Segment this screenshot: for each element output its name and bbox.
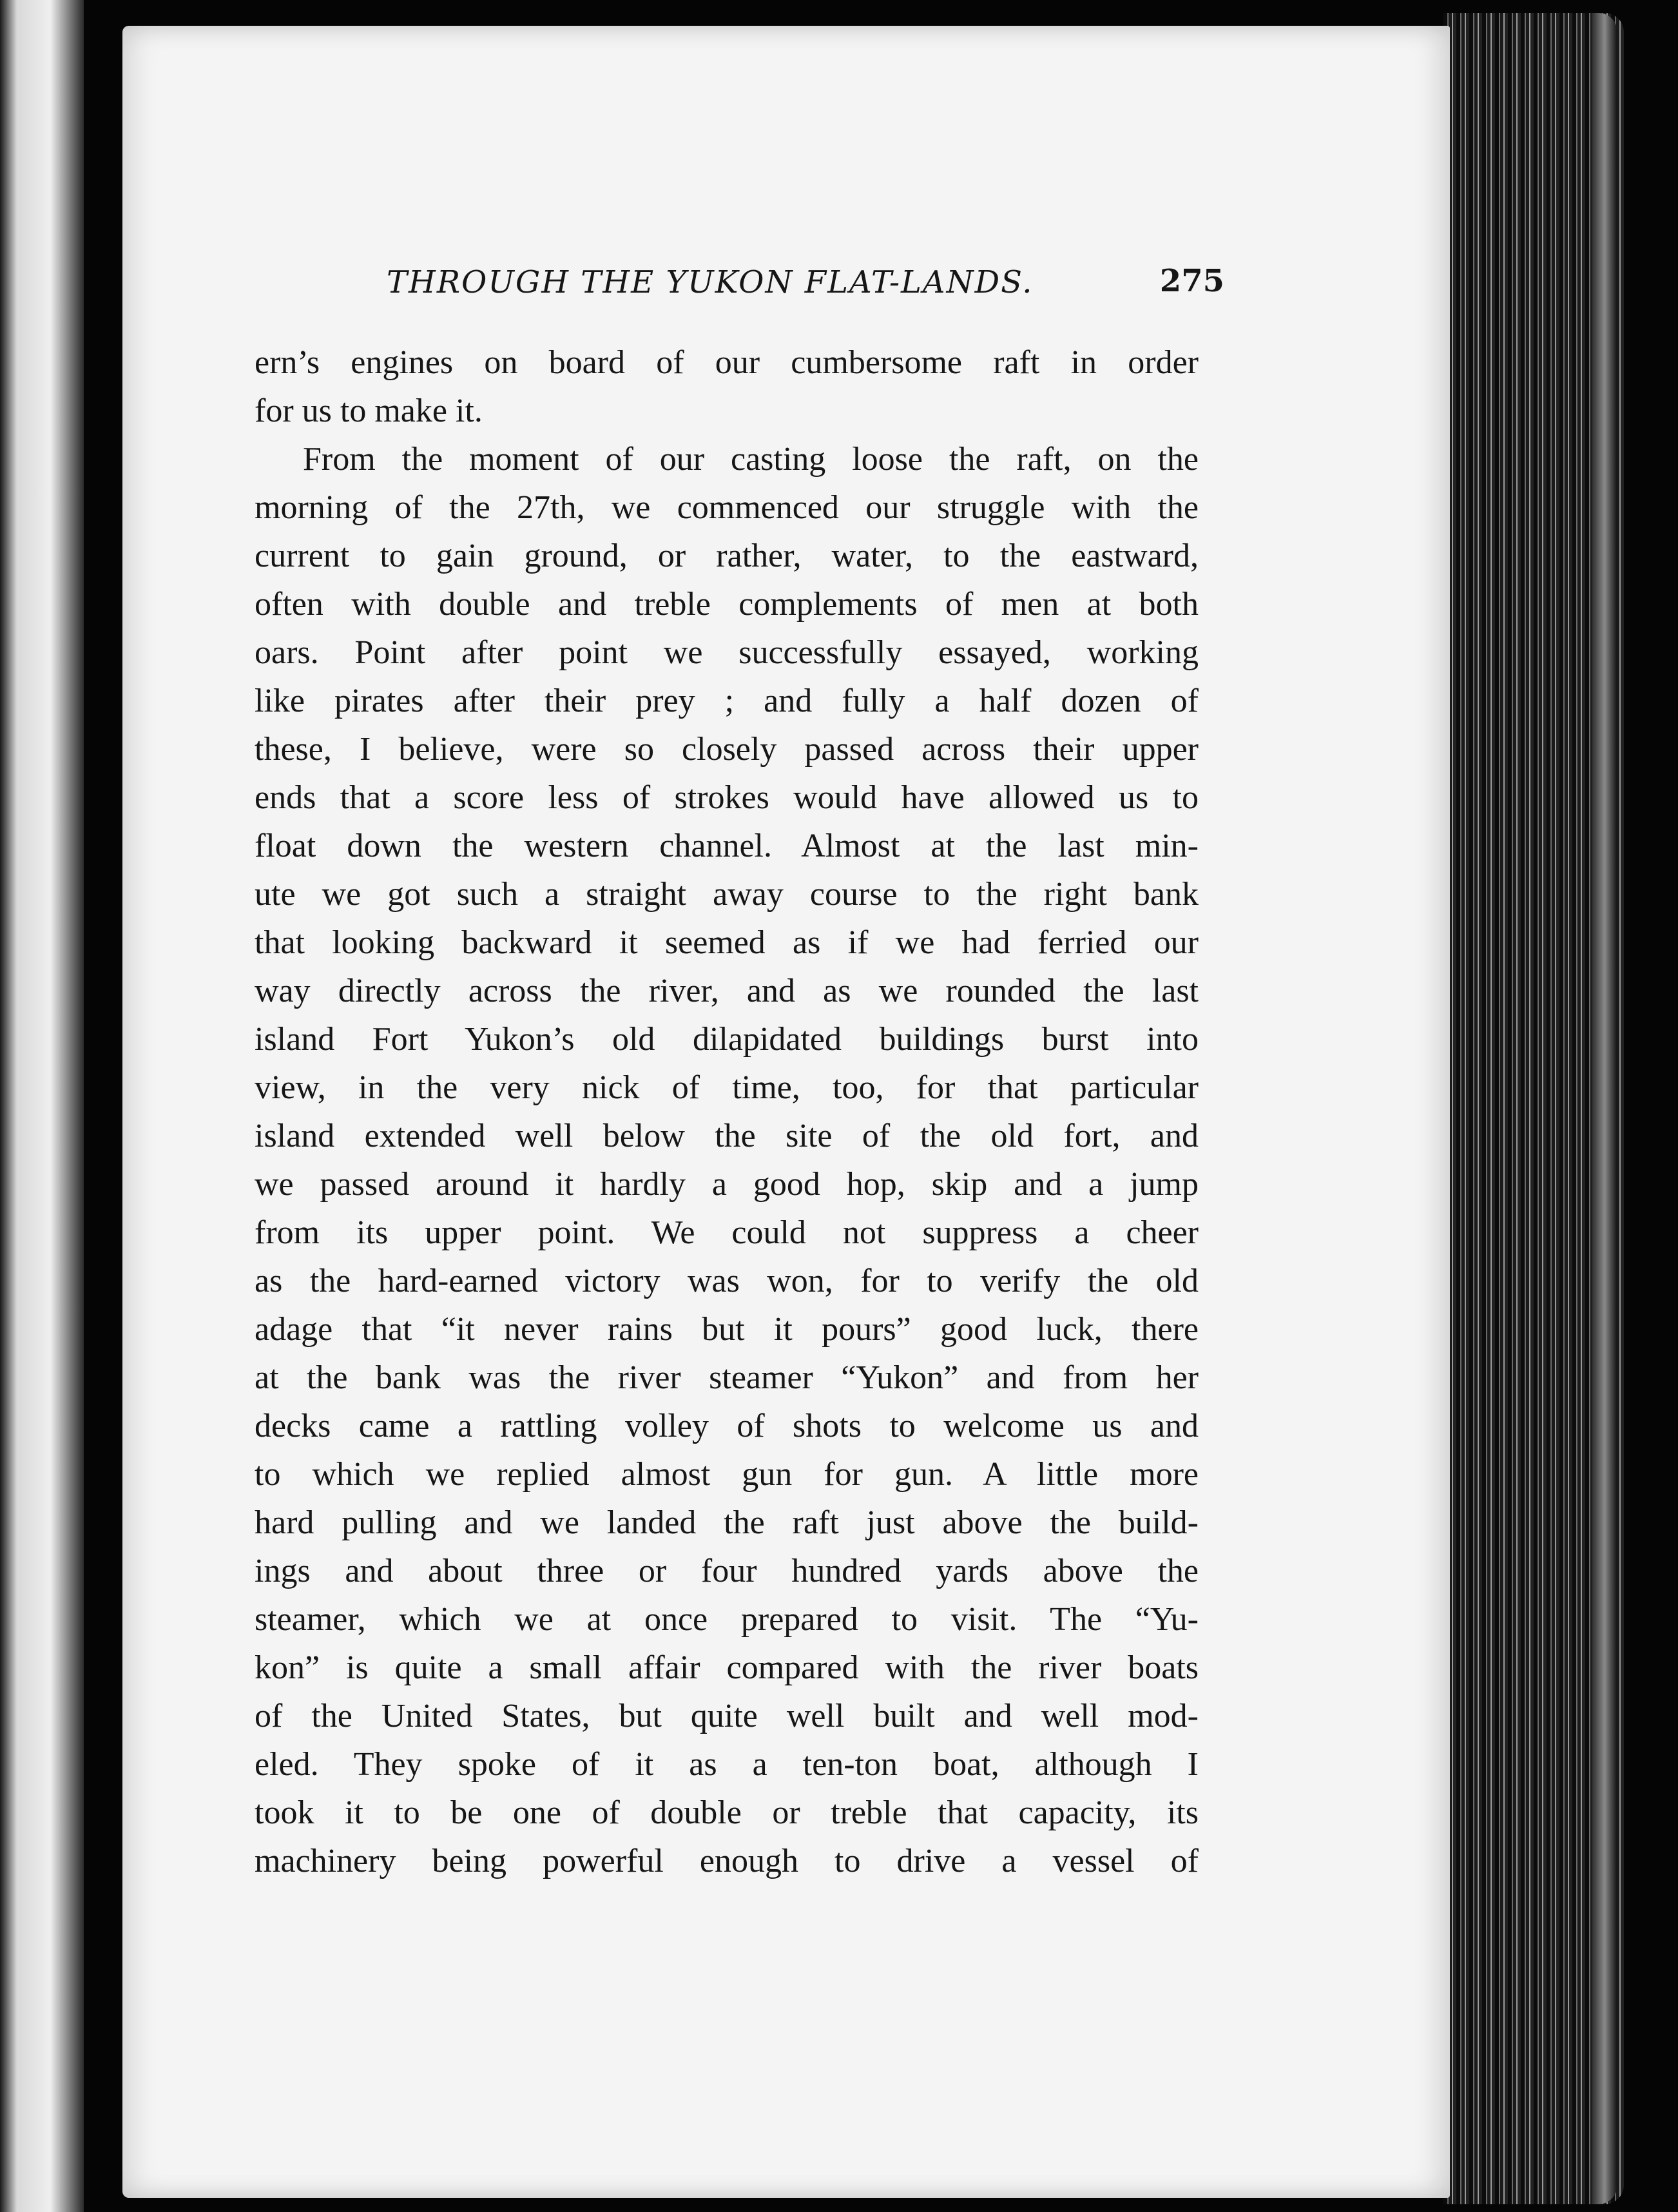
text-line: adage that “it never rains but it pours” good luck, there [255,1311,1199,1348]
text-line: that looking backward it seemed as if we had ferried our [255,924,1199,961]
text-line: took it to be one of double or treble that capacity, its [255,1794,1199,1831]
text-line: ute we got such a straight away course to the right bank [255,876,1199,913]
text-line: to which we replied almost gun for gun. A little more [255,1456,1199,1493]
text-line: like pirates after their prey ; and fully a half dozen of [255,683,1199,719]
text-line: morning of the 27th, we commenced our struggle with the [255,489,1199,526]
body-text [255,338,1199,1885]
text-line: view, in the very nick of time, too, for that particular [255,1069,1199,1106]
text-line: of the United States, but quite well built and well mod- [255,1698,1199,1734]
text-line: hard pulling and we landed the raft just above the build- [255,1504,1199,1541]
text-line: ern’s engines on board of our cumbersome raft in order [255,344,1199,381]
text-line: ends that a score less of strokes would have allowed us to [255,779,1199,816]
text-line: From the moment of our casting loose the raft, on the [303,441,1199,478]
text-line: from its upper point. We could not suppress a cheer [255,1214,1199,1251]
text-line: island Fort Yukon’s old dilapidated buildings burst into [255,1021,1199,1058]
text-line: current to gain ground, or rather, water, to the eastward, [255,538,1199,574]
page-number: 275 [1159,263,1224,299]
text-line: we passed around it hardly a good hop, skip and a jump [255,1166,1199,1203]
text-line: machinery being powerful enough to drive a vessel of [255,1843,1199,1879]
text-line: steamer, which we at once prepared to visit. The “Yu- [255,1601,1199,1638]
text-line: as the hard-earned victory was won, for to verify the old [255,1263,1199,1299]
text-line: way directly across the river, and as we rounded the last [255,973,1199,1009]
book-fore-edge [1592,13,1617,2204]
text-line: these, I believe, were so closely passed across their upper [255,731,1199,768]
text-line: often with double and treble complements of men at both [255,586,1199,623]
left-page-edge [0,0,84,2212]
text-line: kon” is quite a small affair compared with the river boats [255,1649,1199,1686]
text-line: oars. Point after point we successfully essayed, working [255,634,1199,671]
running-title: THROUGH THE YUKON FLAT-LANDS. [387,264,1034,300]
text-line: float down the western channel. Almost at the last min- [255,828,1199,864]
text-line: eled. They spoke of it as a ten-ton boat, although I [255,1746,1199,1783]
text-line: for us to make it. [255,393,483,429]
text-line: at the bank was the river steamer “Yukon” and from her [255,1359,1199,1396]
text-line: ings and about three or four hundred yards above the [255,1553,1199,1589]
text-line: decks came a rattling volley of shots to welcome us and [255,1408,1199,1444]
text-line: island extended well below the site of the old fort, and [255,1118,1199,1154]
